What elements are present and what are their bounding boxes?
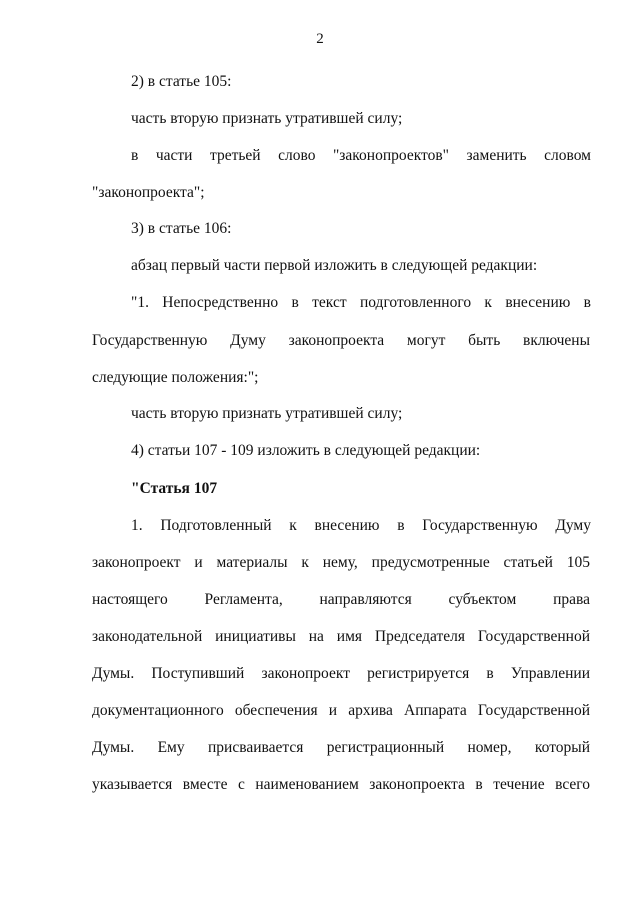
text-line: в части третьей слово "законопроектов" заменить словом: [131, 147, 591, 164]
text-line: документационного обеспечения и архива Аппарата Государственной: [92, 702, 590, 719]
text-line: 2) в статье 105:: [131, 73, 232, 90]
text-line: "законопроекта";: [92, 184, 205, 201]
text-line: Думы. Ему присваивается регистрационный номер, который: [92, 739, 590, 756]
text-line: Государственную Думу законопроекта могут быть включены: [92, 332, 590, 349]
text-line: законопроект и материалы к нему, предусмотренные статьей 105: [92, 554, 590, 571]
text-line: часть вторую признать утратившей силу;: [131, 110, 403, 127]
article-heading: "Статья 107: [131, 480, 218, 497]
text-line: 1. Подготовленный к внесению в Государственную Думу: [131, 517, 591, 534]
text-line: "1. Непосредственно в текст подготовленного к внесению в: [131, 294, 591, 311]
text-line: 4) статьи 107 - 109 изложить в следующей редакции:: [131, 442, 481, 459]
text-line: 3) в статье 106:: [131, 220, 232, 237]
text-line: следующие положения:";: [92, 369, 259, 386]
text-line: Думы. Поступивший законопроект регистрируется в Управлении: [92, 665, 590, 682]
text-line: абзац первый части первой изложить в следующей редакции:: [131, 257, 538, 274]
text-line: часть вторую признать утратившей силу;: [131, 405, 403, 422]
text-line: законодательной инициативы на имя Председателя Государственной: [92, 628, 590, 645]
page-number: 2: [316, 31, 324, 47]
text-line: указывается вместе с наименованием законопроекта в течение всего: [92, 776, 590, 793]
text-line: настоящего Регламента, направляются субъектом права: [92, 591, 590, 608]
